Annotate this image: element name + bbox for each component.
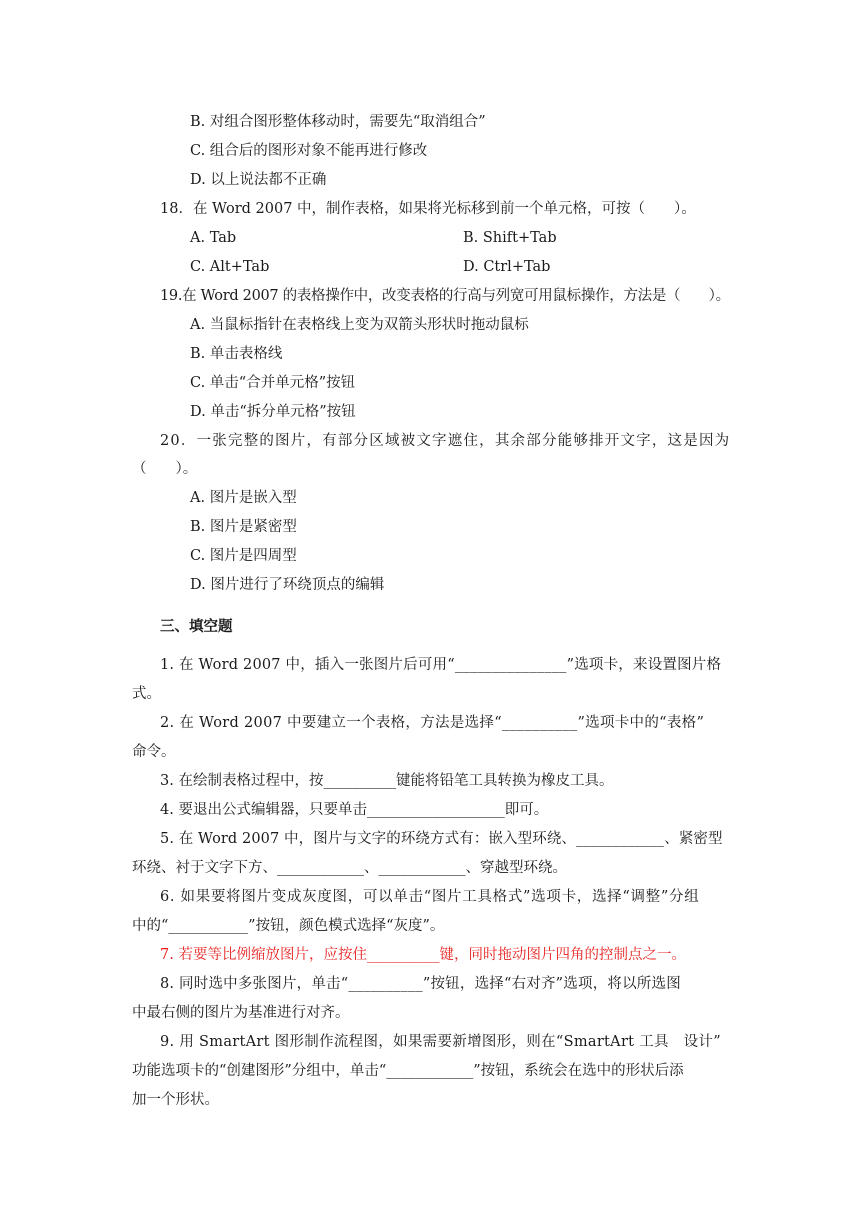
q20-option-a: A. 图片是嵌入型: [190, 490, 297, 506]
fill-5-line2: 环绕、衬于文字下方、____________、____________、穿越型环绕。: [132, 860, 567, 876]
fill-2-line1: 2. 在 Word 2007 中要建立一个表格，方法是选择“__________”选项卡中的“表格”: [160, 715, 705, 731]
q20-stem-line1: 20．一张完整的图片，有部分区域被文字遮住，其余部分能够排开文字，这是因为: [160, 433, 731, 449]
q19-option-d: D. 单击“拆分单元格”按钮: [190, 404, 356, 420]
fill-1-line1: 1. 在 Word 2007 中，插入一张图片后可用“_______________”选项卡，来设置图片格: [160, 657, 722, 673]
fill-7-highlighted: 7. 若要等比例缩放图片，应按住__________键，同时拖动图片四角的控制点之一。: [160, 947, 686, 963]
fill-5-line1: 5. 在 Word 2007 中，图片与文字的环绕方式有：嵌入型环绕、____________、紧密型: [160, 831, 723, 847]
fill-9-line1: 9. 用 SmartArt 图形制作流程图，如果需要新增图形，则在“SmartArt 工具 设计”: [160, 1034, 721, 1050]
q18-option-a: A. Tab: [190, 230, 237, 246]
fill-4: 4. 要退出公式编辑器，只要单击___________________即可。: [160, 802, 549, 818]
fill-6-line1: 6. 如果要将图片变成灰度图，可以单击“图片工具格式”选项卡，选择“调整”分组: [160, 889, 700, 905]
q20-option-d: D. 图片进行了环绕顶点的编辑: [190, 577, 385, 593]
fill-9-line2: 功能选项卡的“创建图形”分组中，单击“____________”按钮，系统会在选中的形状后添: [132, 1063, 684, 1079]
q20-stem-line2: （ ）。: [132, 461, 198, 477]
fill-1-line2: 式。: [132, 686, 161, 702]
fill-3: 3. 在绘制表格过程中，按__________键能将铅笔工具转换为橡皮工具。: [160, 773, 614, 789]
q17-option-b: B. 对组合图形整体移动时，需要先“取消组合”: [190, 114, 486, 130]
fill-2-line2: 命令。: [132, 744, 176, 760]
q18-option-b: B. Shift+Tab: [463, 230, 557, 246]
q19-option-a: A. 当鼠标指针在表格线上变为双箭头形状时拖动鼠标: [190, 317, 529, 333]
q19-option-c: C. 单击“合并单元格”按钮: [190, 375, 356, 391]
q19-stem: 19.在 Word 2007 的表格操作中，改变表格的行高与列宽可用鼠标操作，方法是（ ）。: [160, 288, 730, 304]
q20-option-b: B. 图片是紧密型: [190, 519, 297, 535]
q20-option-c: C. 图片是四周型: [190, 548, 297, 564]
fill-8-line1: 8. 同时选中多张图片，单击“__________”按钮，选择“右对齐”选项，将以所选图: [160, 976, 681, 992]
fill-9-line3: 加一个形状。: [132, 1092, 219, 1108]
section-title: 三、填空题: [160, 619, 233, 635]
q17-option-c: C. 组合后的图形对象不能再进行修改: [190, 143, 428, 159]
fill-6-line2: 中的“___________”按钮，颜色模式选择“灰度”。: [132, 918, 445, 934]
q18-stem: 18．在 Word 2007 中，制作表格，如果将光标移到前一个单元格，可按（ ）。: [160, 201, 696, 217]
q18-option-c: C. Alt+Tab: [190, 259, 270, 275]
q17-option-d: D. 以上说法都不正确: [190, 172, 327, 188]
fill-8-line2: 中最右侧的图片为基准进行对齐。: [132, 1005, 350, 1021]
q18-option-d: D. Ctrl+Tab: [463, 259, 551, 275]
q19-option-b: B. 单击表格线: [190, 346, 283, 362]
